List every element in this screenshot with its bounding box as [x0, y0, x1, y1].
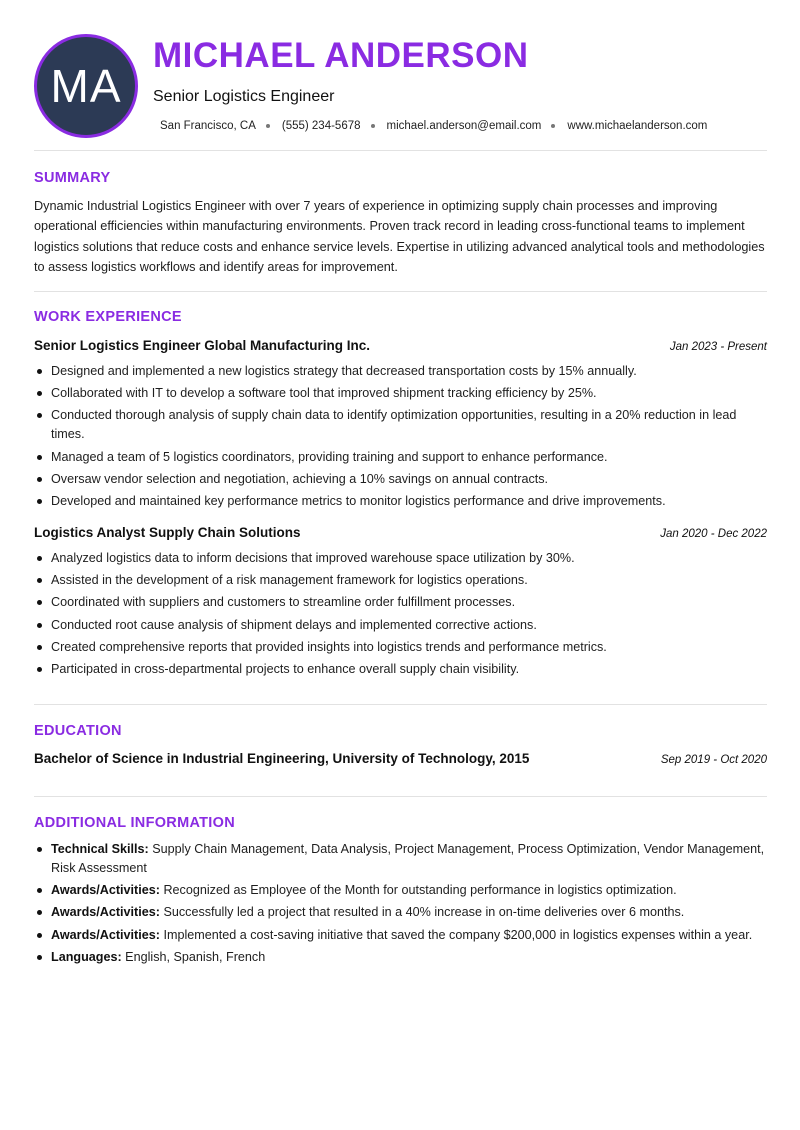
list-item: [34, 903, 767, 922]
list-item: [34, 926, 767, 945]
separator-dot-icon: [266, 124, 270, 128]
list-item: Conducted root cause analysis of shipment delays and implemented corrective actions.: [34, 616, 767, 635]
job-dates: Jan 2023 - Present: [669, 341, 767, 353]
additional-info-list: [34, 840, 767, 970]
job-title: Senior Logistics Engineer Global Manufacturing Inc.: [34, 338, 371, 353]
contact-website[interactable]: www.michaelanderson.com: [567, 120, 708, 132]
list-item: [34, 881, 767, 900]
job-header: [34, 338, 767, 353]
item-text: Implemented a cost-saving initiative that saved the company $200,000 in logistics expenses within a year.: [159, 927, 753, 942]
summary-text: Dynamic Industrial Logistics Engineer with over 7 years of experience in optimizing supply chain processes and improving operational efficiencies within manufacturing environments. Proven track record in leading cross-functional teams to implement logistics solutions that reduce costs and enhance service levels. Expertise in utilizing advanced analytical tools and methodologies to assess logistics workflows and identify areas for improvement.: [34, 199, 765, 274]
section-divider: [34, 796, 767, 797]
list-item: Created comprehensive reports that provided insights into logistics trends and performance metrics.: [34, 638, 767, 657]
avatar-initials: MA: [50, 60, 122, 112]
list-item: Managed a team of 5 logistics coordinators, providing training and support to enhance performance.: [34, 448, 767, 467]
section-divider: [34, 704, 767, 705]
item-text: Successfully led a project that resulted in a 40% increase in on-time deliveries over 6 months.: [159, 905, 685, 920]
item-label: Awards/Activities:: [51, 883, 160, 898]
list-item: Analyzed logistics data to inform decisions that improved warehouse space utilization by 30%.: [34, 549, 767, 568]
section-divider: [34, 150, 767, 151]
summary-heading: SUMMARY: [34, 170, 111, 186]
list-item: [34, 948, 767, 967]
item-text: English, Spanish, French: [121, 949, 266, 964]
education-heading: EDUCATION: [34, 723, 122, 739]
contact-location: San Francisco, CA: [160, 120, 256, 132]
candidate-name: MICHAEL ANDERSON: [153, 36, 529, 75]
contact-phone: (555) 234-5678: [281, 120, 361, 132]
separator-dot-icon: [371, 124, 375, 128]
additional-info-heading: ADDITIONAL INFORMATION: [34, 815, 235, 831]
list-item: Coordinated with suppliers and customers to streamline order fulfillment processes.: [34, 593, 767, 612]
list-item: Collaborated with IT to develop a software tool that improved shipment tracking efficiency by 25%.: [34, 384, 767, 403]
list-item: [34, 840, 767, 878]
item-text: Recognized as Employee of the Month for outstanding performance in logistics optimization.: [159, 883, 677, 898]
contact-line: [160, 120, 707, 132]
item-text: Supply Chain Management, Data Analysis, Project Management, Process Optimization, Vendor Management, Risk Assessment: [51, 842, 765, 875]
list-item: Oversaw vendor selection and negotiation, achieving a 10% savings on annual contracts.: [34, 470, 767, 489]
candidate-role: Senior Logistics Engineer: [153, 88, 335, 105]
job-bullets: [34, 549, 767, 682]
list-item: Designed and implemented a new logistics strategy that decreased transportation costs by 15% annually.: [34, 362, 767, 381]
list-item: Conducted thorough analysis of supply chain data to identify optimization opportunities, resulting in a 20% reduction in lead times.: [34, 406, 767, 444]
work-experience-heading: WORK EXPERIENCE: [34, 309, 182, 325]
section-divider: [34, 291, 767, 292]
job-dates: Jan 2020 - Dec 2022: [660, 528, 767, 540]
item-label: Awards/Activities:: [51, 927, 160, 942]
education-dates: Sep 2019 - Oct 2020: [660, 754, 767, 766]
degree-text: Bachelor of Science in Industrial Engineering, University of Technology, 2015: [34, 751, 530, 766]
list-item: Developed and maintained key performance metrics to monitor logistics performance and drive improvements.: [34, 492, 767, 511]
list-item: Assisted in the development of a risk management framework for logistics operations.: [34, 571, 767, 590]
separator-dot-icon: [551, 124, 555, 128]
job-header: [34, 525, 767, 540]
job-title: Logistics Analyst Supply Chain Solutions: [34, 525, 301, 540]
item-label: Technical Skills:: [51, 842, 149, 856]
education-row: [34, 751, 767, 766]
item-label: Awards/Activities:: [51, 905, 160, 920]
list-item: Participated in cross-departmental projects to enhance overall supply chain visibility.: [34, 660, 767, 679]
contact-email[interactable]: michael.anderson@email.com: [386, 120, 542, 132]
avatar: [34, 34, 138, 138]
job-bullets: [34, 362, 767, 514]
item-label: Languages:: [51, 949, 122, 964]
